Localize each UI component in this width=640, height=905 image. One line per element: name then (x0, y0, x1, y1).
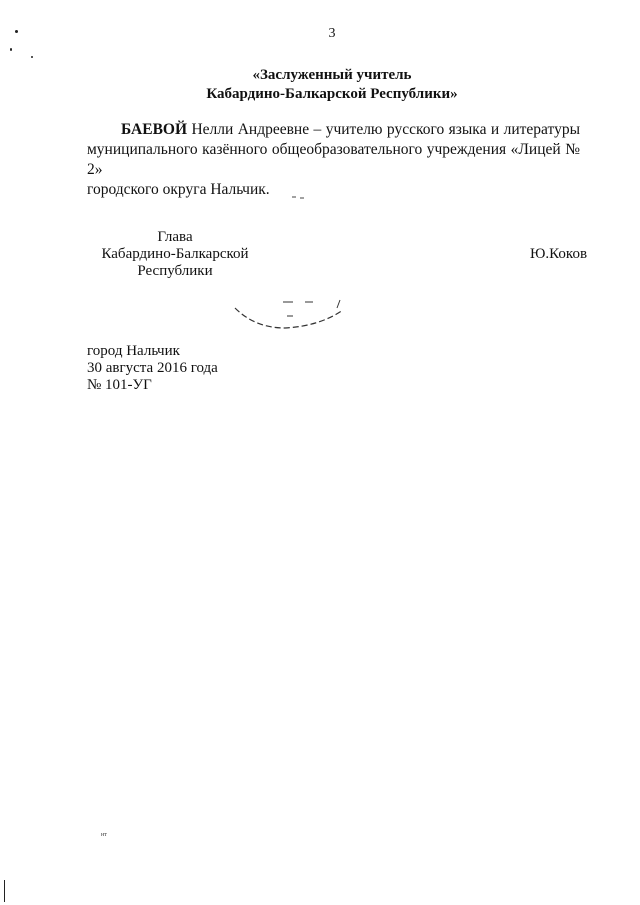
scan-edge-mark (4, 880, 5, 902)
scan-mark-strokes (292, 197, 304, 198)
awardee-paragraph (87, 120, 580, 200)
award-title-line-2: Кабардино-Балкарской Республики» (206, 86, 458, 102)
award-title (0, 66, 640, 104)
awardee-line-2: муниципального казённого общеобразовательного учреждения «Лицей № 2» (87, 141, 580, 178)
awardee-line-1-text: Нелли Андреевне – учителю русского языка и литературы (191, 121, 581, 138)
signatory-position-line-2: Кабардино-Балкарской (101, 246, 249, 262)
scan-mark (290, 193, 310, 201)
seal-tick (337, 300, 340, 308)
signatory-position (90, 229, 260, 280)
scan-speck (31, 56, 33, 58)
awardee-line-3: городского округа Нальчик. (87, 181, 270, 198)
margin-note: нт (101, 832, 107, 838)
page-number: 3 (328, 26, 336, 41)
footer-date: 30 августа 2016 года (87, 360, 218, 376)
footer-place: город Нальчик (87, 343, 180, 359)
awardee-line-1 (87, 120, 580, 140)
award-title-line-1: «Заслуженный учитель (252, 67, 412, 83)
awardee-surname: БАЕВОЙ (121, 121, 188, 138)
seal-strokes (283, 302, 313, 316)
signatory-position-line-3: Республики (137, 263, 213, 279)
seal-mark (225, 290, 355, 335)
footer-number: № 101-УГ (87, 377, 152, 393)
document-footer (87, 343, 218, 394)
signatory-name: Ю.Коков (530, 246, 588, 262)
scan-speck (10, 48, 12, 51)
signatory-position-line-1: Глава (157, 229, 193, 245)
seal-arc (235, 308, 343, 328)
